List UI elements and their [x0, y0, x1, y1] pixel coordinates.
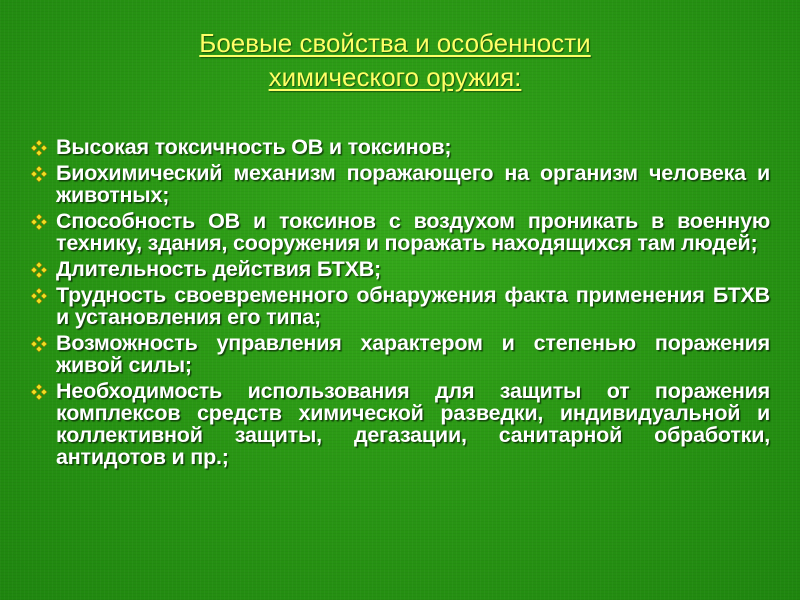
four-diamond-bullet-icon [30, 165, 48, 183]
four-diamond-bullet-icon [30, 213, 48, 231]
bullet-text: Трудность своевременного обнаружения факта применения БТХВ и установления его типа; [56, 283, 770, 329]
bullet-item [30, 258, 770, 280]
bullet-item [30, 136, 770, 158]
bullet-text: Способность ОВ и токсинов с воздухом проникать в военную технику, здания, сооружения и поражать находящихся там людей; [56, 209, 770, 255]
bullet-list [30, 136, 770, 472]
title-line-1: Боевые свойства и особенности [199, 28, 591, 58]
slide-title [0, 26, 790, 94]
four-diamond-bullet-icon [30, 261, 48, 279]
four-diamond-bullet-icon [30, 139, 48, 157]
bullet-text: Возможность управления характером и степенью поражения живой силы; [56, 331, 770, 377]
four-diamond-bullet-icon [30, 383, 48, 401]
four-diamond-bullet-icon [30, 335, 48, 353]
bullet-item [30, 284, 770, 328]
bullet-item [30, 380, 770, 468]
four-diamond-bullet-icon [30, 287, 48, 305]
bullet-item [30, 332, 770, 376]
bullet-text: Биохимический механизм поражающего на организм человека и животных; [56, 161, 770, 207]
title-line-2: химического оружия: [268, 62, 522, 92]
bullet-text: Длительность действия БТХВ; [56, 257, 382, 281]
bullet-text: Необходимость использования для защиты от поражения комплексов средств химической разведки, индивидуальной и коллективной защиты, дегазации, санитарной обработки, антидотов и пр.; [56, 379, 770, 469]
bullet-item [30, 162, 770, 206]
bullet-text: Высокая токсичность ОВ и токсинов; [56, 135, 452, 159]
bullet-item [30, 210, 770, 254]
